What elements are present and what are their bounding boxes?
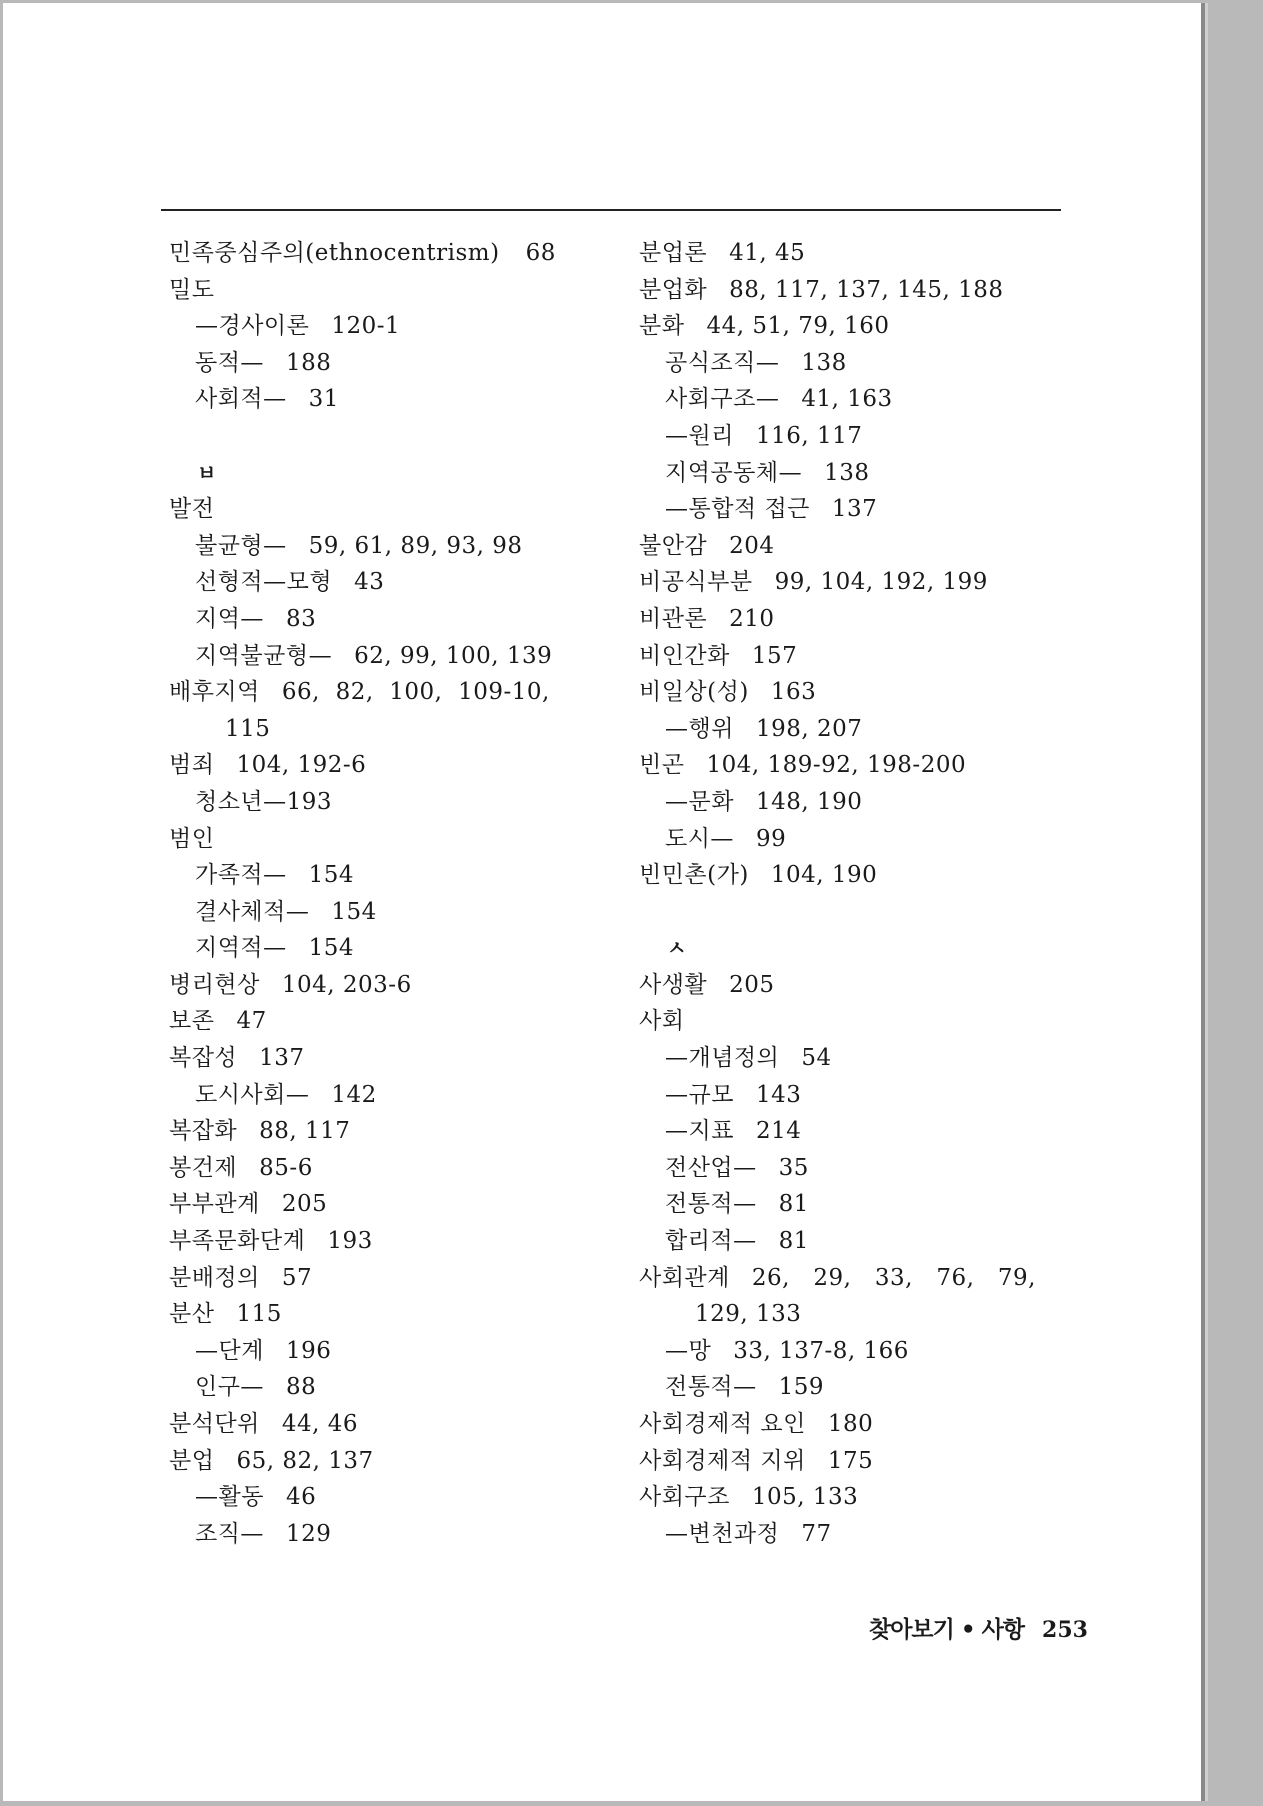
- index-subentry: [639, 1077, 1079, 1114]
- index-term: 분산: [169, 1301, 215, 1328]
- index-term: —변천과정: [665, 1520, 780, 1547]
- index-section-heading: ㅂ: [197, 460, 217, 485]
- index-term: —지표: [665, 1118, 734, 1145]
- index-pages: 54: [801, 1045, 832, 1072]
- index-entry: [639, 1479, 1079, 1516]
- index-column-right: [639, 235, 1079, 1552]
- page-footer: [869, 1611, 1088, 1644]
- index-subentry: [169, 784, 609, 821]
- document-page: [3, 3, 1205, 1801]
- index-entry: [639, 1406, 1079, 1443]
- index-term: —활동: [195, 1484, 264, 1511]
- header-rule: [161, 209, 1061, 211]
- index-pages: 104, 190: [770, 862, 878, 889]
- index-subentry: [169, 894, 609, 931]
- index-entry: [639, 1003, 1079, 1040]
- index-term: —개념정의: [665, 1045, 780, 1072]
- index-term: 가족적—: [195, 862, 287, 889]
- index-entry: [639, 1260, 1079, 1297]
- index-subentry: [169, 857, 609, 894]
- index-entry: [169, 1113, 609, 1150]
- index-pages: 188: [285, 349, 332, 376]
- index-entry: [169, 1296, 609, 1333]
- index-column-left: [169, 235, 609, 1552]
- index-term: 사회구조—: [665, 386, 780, 413]
- index-term: —망: [665, 1337, 712, 1364]
- index-subentry: [169, 528, 609, 565]
- index-entry: [169, 674, 609, 711]
- index-pages: 35: [778, 1154, 809, 1181]
- index-pages: 193: [327, 1228, 373, 1255]
- index-term: —경사이론: [195, 313, 310, 340]
- index-entry: [639, 967, 1079, 1004]
- index-entry: [169, 967, 609, 1004]
- index-pages: 99: [755, 825, 787, 852]
- index-pages: 148, 190: [755, 788, 863, 815]
- index-term: —문화: [665, 788, 734, 815]
- index-subentry: [169, 308, 609, 345]
- index-term: 비공식부분: [639, 569, 753, 596]
- index-entry: [169, 1260, 609, 1297]
- index-term: 병리현상: [169, 971, 260, 998]
- index-term: 배후지역: [169, 679, 260, 706]
- index-term: 인구—: [195, 1374, 264, 1401]
- index-term: 사회적—: [195, 386, 287, 413]
- index-pages: 116, 117: [755, 422, 863, 449]
- index-pages: 104, 203-6: [281, 971, 412, 998]
- section-gap: [639, 894, 1079, 931]
- index-subentry: [639, 381, 1079, 418]
- index-term: 사회관계: [639, 1264, 730, 1291]
- index-pages: 81: [778, 1228, 809, 1255]
- index-pages: 115: [225, 715, 271, 742]
- index-pages: 196: [285, 1337, 332, 1364]
- index-pages: 62, 99, 100, 139: [354, 642, 553, 669]
- index-pages: 154: [331, 898, 377, 925]
- index-entry: [639, 674, 1079, 711]
- index-pages: 154: [308, 935, 355, 962]
- index-pages: 129: [285, 1520, 332, 1547]
- index-subentry: [169, 1333, 609, 1370]
- index-term: 비관론: [639, 605, 708, 632]
- index-term: 비일상(성): [639, 679, 749, 706]
- index-subentry: [169, 930, 609, 967]
- index-pages: 138: [824, 459, 870, 486]
- index-subentry: [639, 1113, 1079, 1150]
- index-term: 발전: [169, 496, 215, 523]
- index-term: 사생활: [639, 971, 708, 998]
- index-term: 분배정의: [169, 1264, 260, 1291]
- index-term: 분석단위: [169, 1411, 260, 1437]
- index-term: 동적—: [195, 349, 264, 376]
- index-entry: [169, 1406, 609, 1443]
- index-pages: 44, 51, 79, 160: [706, 313, 890, 340]
- index-pages: 105, 133: [751, 1484, 859, 1511]
- index-pages: 83: [285, 605, 317, 632]
- index-subentry: [169, 1516, 609, 1553]
- index-subentry: [639, 821, 1079, 858]
- index-pages: 159: [778, 1374, 825, 1401]
- index-subentry: [639, 1333, 1079, 1370]
- index-pages: 57: [281, 1264, 313, 1291]
- index-pages: 138: [801, 349, 847, 376]
- index-entry: [169, 1443, 609, 1480]
- index-term: 분업: [169, 1447, 215, 1474]
- index-term: 결사체적—: [195, 898, 310, 925]
- index-entry: [169, 747, 609, 784]
- index-pages: 47: [236, 1008, 267, 1035]
- index-pages: 198, 207: [755, 715, 863, 742]
- index-section-heading: ㅅ: [667, 936, 687, 961]
- index-pages: 26, 29, 33, 76, 79,: [751, 1264, 1036, 1291]
- index-entry: [639, 601, 1079, 638]
- index-term: 민족중심주의(ethnocentrism): [169, 240, 500, 266]
- index-pages: 163: [770, 679, 817, 706]
- index-term: 전산업—: [665, 1154, 757, 1181]
- index-pages: 33, 137-8, 166: [733, 1337, 909, 1364]
- index-entry: [169, 1040, 609, 1077]
- index-subentry: [169, 1479, 609, 1516]
- index-entry: [639, 528, 1079, 565]
- index-pages: 214: [755, 1118, 802, 1145]
- index-subentry: [169, 711, 609, 748]
- index-pages: 154: [308, 862, 355, 889]
- index-term: —통합적 접근: [665, 496, 810, 523]
- index-pages: 85-6: [259, 1154, 313, 1181]
- index-subentry: [639, 418, 1079, 455]
- index-pages: 142: [331, 1081, 377, 1108]
- index-pages: 66, 82, 100, 109-10,: [281, 679, 550, 706]
- index-entry: [169, 1150, 609, 1187]
- index-pages: 104, 192-6: [236, 752, 367, 779]
- index-term: 복잡화: [169, 1118, 238, 1145]
- index-entry: [639, 272, 1079, 309]
- index-pages: 31: [308, 386, 339, 413]
- index-subentry: [639, 784, 1079, 821]
- index-entry: [169, 272, 609, 309]
- index-pages: 46: [285, 1484, 317, 1511]
- index-pages: 88, 117: [259, 1118, 351, 1145]
- index-pages: 143: [755, 1081, 802, 1108]
- index-entry: [639, 857, 1079, 894]
- index-pages: 65, 82, 137: [236, 1447, 374, 1474]
- index-term: 범죄: [169, 752, 215, 779]
- index-term: 부족문화단계: [169, 1228, 306, 1255]
- index-term: 지역적—: [195, 935, 287, 962]
- index-term: 빈민촌(가): [639, 862, 749, 889]
- index-term: 비인간화: [639, 642, 730, 669]
- index-term: —행위: [665, 715, 734, 742]
- index-pages: 115: [236, 1301, 282, 1328]
- index-entry: [639, 308, 1079, 345]
- index-pages: 77: [801, 1520, 832, 1547]
- index-entry: [169, 491, 609, 528]
- index-pages: 204: [729, 532, 775, 559]
- index-subentry: [639, 345, 1079, 382]
- index-term: 선형적—모형: [195, 569, 333, 596]
- index-entry: [639, 564, 1079, 601]
- index-pages: 157: [751, 642, 798, 669]
- index-pages: 129, 133: [695, 1301, 802, 1328]
- index-entry: [169, 235, 609, 272]
- index-term: 지역공동체—: [665, 459, 803, 486]
- index-subentry: [639, 1040, 1079, 1077]
- index-subentry: [169, 1077, 609, 1114]
- index-pages: 44, 46: [281, 1411, 359, 1437]
- index-subentry: [169, 381, 609, 418]
- index-term: 불안감: [639, 532, 708, 559]
- index-term: 사회구조: [639, 1484, 730, 1511]
- index-term: 공식조직—: [665, 349, 780, 376]
- index-term: 범인: [169, 825, 215, 852]
- index-entry: [639, 747, 1079, 784]
- index-term: 도시사회—: [195, 1081, 310, 1108]
- index-subentry: [639, 1150, 1079, 1187]
- index-term: 분화: [639, 313, 685, 340]
- index-term: 불균형—: [195, 532, 287, 559]
- index-subentry: [639, 1369, 1079, 1406]
- index-subentry: [639, 1186, 1079, 1223]
- index-term: 사회경제적 지위: [639, 1447, 806, 1474]
- index-term: 지역—: [195, 605, 264, 632]
- index-term: 도시—: [665, 825, 734, 852]
- index-term: 사회: [639, 1008, 685, 1035]
- index-term: 보존: [169, 1008, 215, 1035]
- index-term: 청소년—193: [195, 788, 333, 815]
- index-pages: 43: [354, 569, 385, 596]
- index-pages: 120-1: [331, 313, 401, 340]
- index-subentry: [639, 711, 1079, 748]
- index-subentry: [169, 564, 609, 601]
- index-subentry: [169, 601, 609, 638]
- index-term: 분업화: [639, 276, 708, 303]
- index-term: 밀도: [169, 276, 215, 303]
- index-term: 전통적—: [665, 1374, 757, 1401]
- index-pages: 175: [827, 1447, 874, 1474]
- index-pages: 88: [285, 1374, 317, 1401]
- index-subentry: [169, 1369, 609, 1406]
- index-subentry: [639, 1516, 1079, 1553]
- index-entry: [639, 1443, 1079, 1480]
- index-entry: [639, 235, 1079, 272]
- index-term: 복잡성: [169, 1045, 238, 1072]
- index-pages: 41, 163: [801, 386, 893, 413]
- index-term: 부부관계: [169, 1191, 260, 1218]
- page-number: 253: [1042, 1617, 1088, 1643]
- section-gap: [169, 418, 609, 455]
- index-pages: 88, 117, 137, 145, 188: [729, 276, 1004, 303]
- index-pages: 81: [778, 1191, 809, 1218]
- index-entry: [169, 1186, 609, 1223]
- index-entry: [169, 1003, 609, 1040]
- index-subentry: [639, 1223, 1079, 1260]
- index-pages: 68: [525, 240, 556, 266]
- index-term: 사회경제적 요인: [639, 1411, 806, 1437]
- index-pages: 205: [729, 971, 775, 998]
- index-pages: 59, 61, 89, 93, 98: [308, 532, 523, 559]
- index-pages: 104, 189-92, 198-200: [706, 752, 967, 779]
- index-term: —규모: [665, 1081, 734, 1108]
- index-entry: [639, 638, 1079, 675]
- index-term: 전통적—: [665, 1191, 757, 1218]
- index-subentry: [639, 491, 1079, 528]
- index-subentry: [639, 455, 1079, 492]
- index-term: 합리적—: [665, 1228, 757, 1255]
- index-pages: 137: [831, 496, 878, 523]
- index-term: —원리: [665, 422, 734, 449]
- index-entry: [169, 821, 609, 858]
- index-term: 분업론: [639, 240, 708, 266]
- index-subentry: [169, 638, 609, 675]
- index-term: 빈곤: [639, 752, 685, 779]
- index-pages: 180: [827, 1411, 874, 1437]
- index-subentry: [639, 1296, 1079, 1333]
- index-pages: 210: [729, 605, 775, 632]
- index-entry: [169, 1223, 609, 1260]
- index-pages: 137: [259, 1045, 305, 1072]
- index-term: 지역불균형—: [195, 642, 333, 669]
- index-pages: 99, 104, 192, 199: [774, 569, 988, 596]
- index-term: 봉건제: [169, 1154, 238, 1181]
- index-term: —단계: [195, 1337, 264, 1364]
- index-term: 조직—: [195, 1520, 264, 1547]
- index-pages: 41, 45: [729, 240, 806, 266]
- index-subentry: [169, 345, 609, 382]
- index-pages: 205: [281, 1191, 328, 1218]
- footer-title: 찾아보기 • 사항: [869, 1617, 1025, 1643]
